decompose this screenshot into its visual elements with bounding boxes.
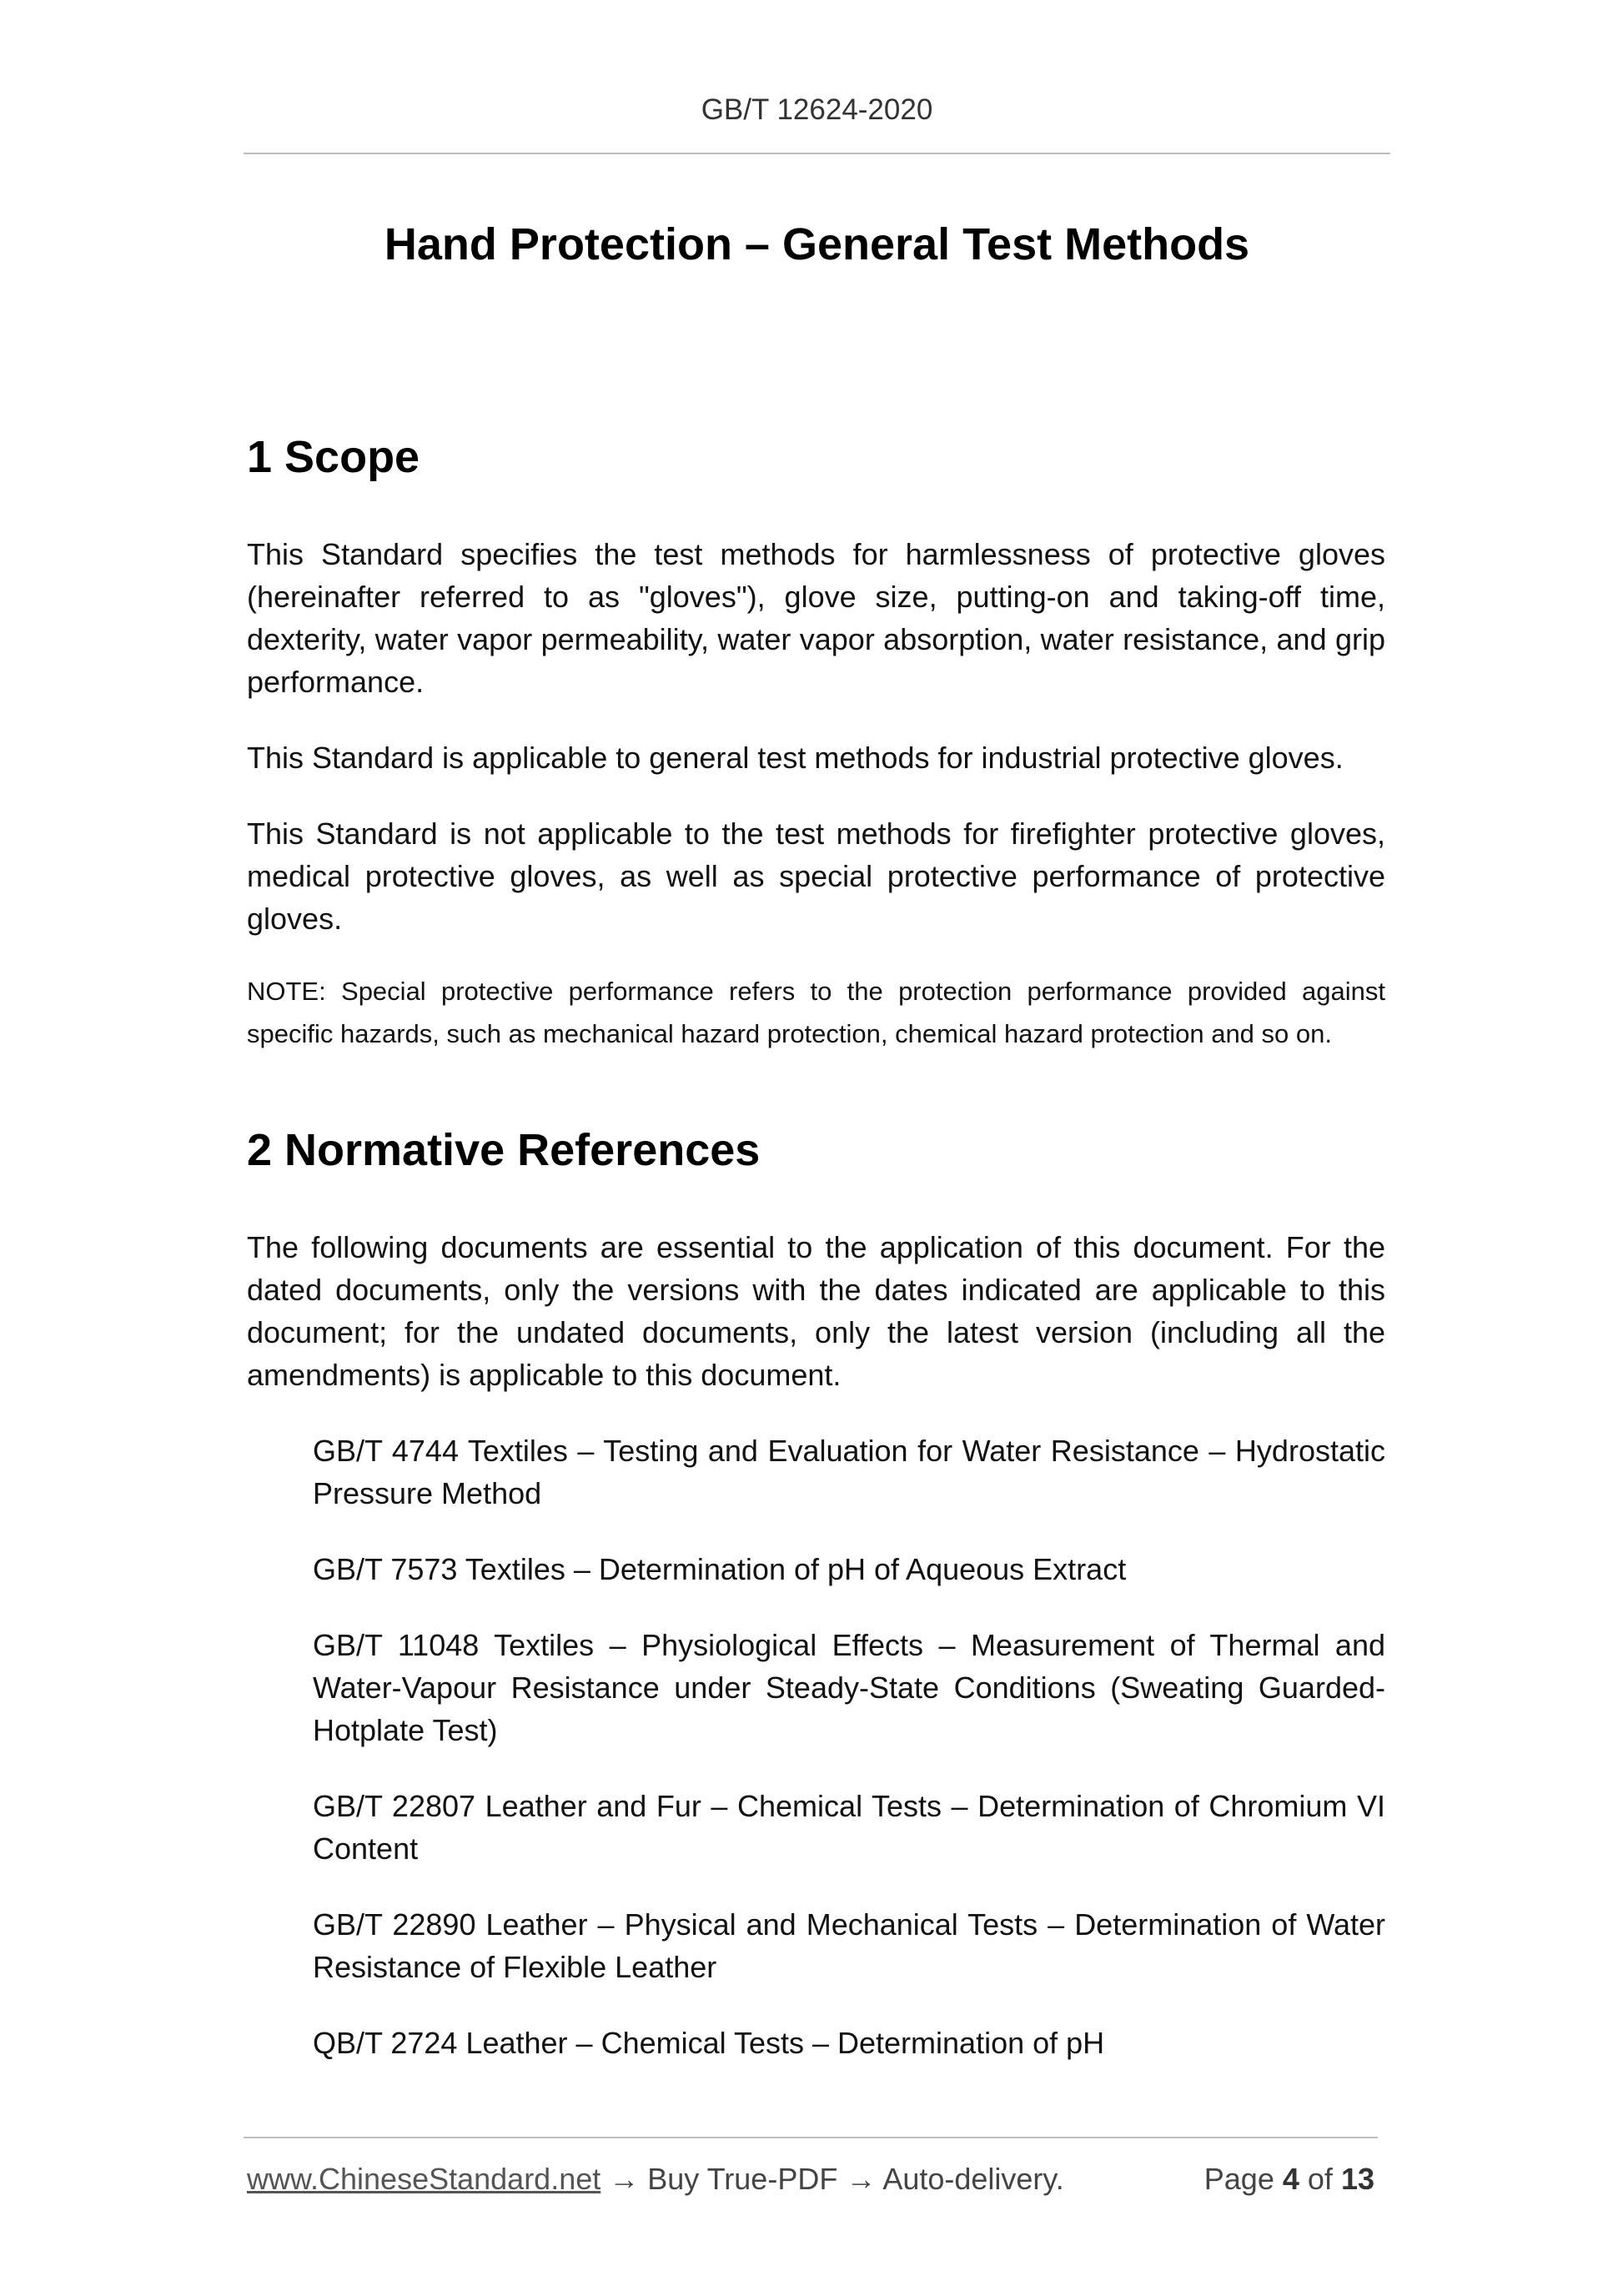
document-title: Hand Protection – General Test Methods	[384, 219, 1250, 269]
website-link[interactable]: www.ChineseStandard.net	[247, 2162, 601, 2196]
scope-paragraph-1: This Standard specifies the test methods for harmlessness of protective gloves (hereinafter referred to as "gloves"), glove size, putting-on and taking-off time, dexterity, water vapor permeability, water vapor absorption, water resistance, and grip performance.	[247, 536, 1385, 699]
reference-item-gbt-22890: GB/T 22890 Leather – Physical and Mechanical Tests – Determination of Water Resistance of Flexible Leather	[313, 1907, 1385, 1984]
reference-item-gbt-11048: GB/T 11048 Textiles – Physiological Effects – Measurement of Thermal and Water-Vapour Resistance under Steady-State Conditions (Sweating Guarded-Hotplate Test)	[313, 1627, 1385, 1747]
section-heading-scope: 1 Scope	[247, 432, 420, 482]
page-label: Page	[1203, 2162, 1274, 2196]
scope-note: NOTE: Special protective performance refers to the protection performance provided against specific hazards, such as mechanical hazard protection, chemical hazard protection and so on.	[247, 976, 1385, 1048]
page-of-label: of	[1307, 2162, 1333, 2196]
footer-divider	[244, 2137, 1378, 2138]
normative-intro-paragraph: The following documents are essential to the application of this document. For the dated documents, only the versions with the dates indicated are applicable to this document; for the undated documents, only the latest version (including all the amendments) is applicable to this document.	[247, 1229, 1385, 1392]
footer-tagline: → Buy True-PDF → Auto-delivery.	[600, 2162, 1064, 2196]
reference-item-qbt-2724: QB/T 2724 Leather – Chemical Tests – Determination of pH	[313, 2025, 1105, 2060]
reference-item-gbt-22807: GB/T 22807 Leather and Fur – Chemical Tests – Determination of Chromium VI Content	[313, 1788, 1385, 1866]
reference-item-gbt-4744: GB/T 4744 Textiles – Testing and Evaluation for Water Resistance – Hydrostatic Pressure Method	[313, 1433, 1385, 1510]
document-body	[247, 430, 1385, 2064]
page-number-indicator	[1204, 2158, 1374, 2200]
total-page-count: 13	[1340, 2162, 1374, 2196]
section-heading-normative-references: 2 Normative References	[247, 1124, 761, 1175]
scope-paragraph-3: This Standard is not applicable to the test methods for firefighter protective gloves, medical protective gloves, as well as special protective performance of protective gloves.	[247, 816, 1385, 936]
page-footer	[247, 2158, 1381, 2200]
current-page-number: 4	[1282, 2162, 1299, 2196]
header-divider	[244, 153, 1390, 154]
page-header: GB/T 12624-2020	[701, 93, 933, 126]
scope-paragraph-2: This Standard is applicable to general test methods for industrial protective gloves.	[247, 740, 1344, 775]
reference-list	[247, 1429, 1385, 2064]
reference-item-gbt-7573: GB/T 7573 Textiles – Determination of pH of Aqueous Extract	[313, 1551, 1127, 1586]
